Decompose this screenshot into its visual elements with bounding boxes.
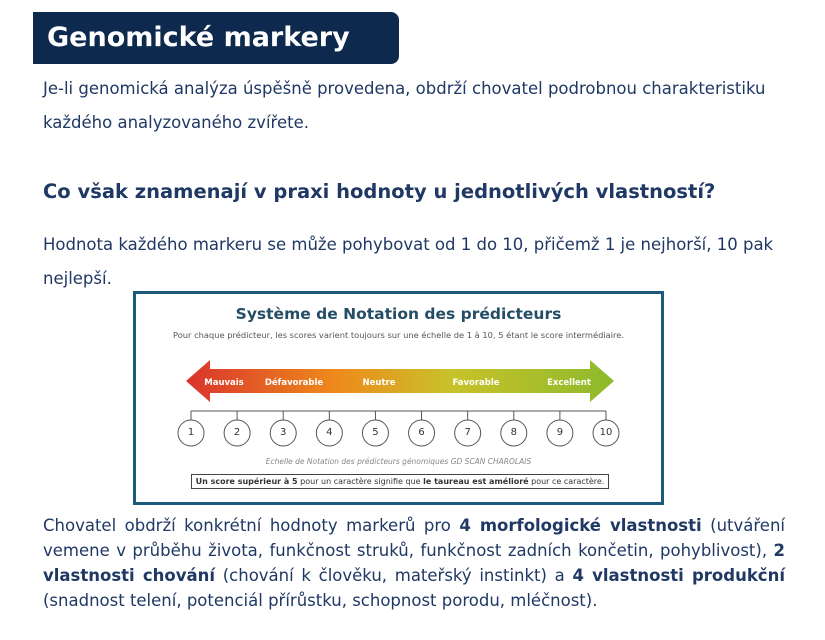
score-scale-lines	[136, 294, 661, 502]
note-text-1: pour un caractère signifie que	[297, 477, 424, 486]
arrow-label-mauvais: Mauvais	[204, 378, 244, 388]
figure-title: Système de Notation des prédicteurs	[235, 305, 562, 323]
scale-number: 1	[187, 427, 195, 438]
intro-paragraph: Je-li genomická analýza úspěšně provedena, obdrží chovatel podrobnou charakteristiku každého analyzovaného zvířete.	[43, 79, 766, 132]
summary-text-3: (chování k člověku, mateřský instinkt) a	[215, 566, 573, 585]
scale-number: 6	[418, 427, 425, 438]
arrow-label-neutre: Neutre	[362, 378, 396, 388]
scale-number: 10	[599, 427, 613, 438]
scale-number: 3	[280, 427, 287, 438]
summary-text-2: (utváření vemene v průběhu života, funkčnost struků, funkčnost zadních končetin, pohyblivost),	[43, 516, 786, 560]
summary-paragraph	[43, 513, 785, 613]
note-bold-2: le taureau est amélioré	[423, 477, 529, 486]
figure-caption: Echelle de Notation des prédicteurs génomiques GD SCAN CHAROLAIS	[265, 457, 532, 466]
arrow-label-defavorable: Défavorable	[264, 378, 324, 388]
section-heading: Co však znamenají v praxi hodnoty u jednotlivých vlastností?	[43, 180, 716, 203]
rating-figure	[133, 291, 664, 505]
scale-number: 7	[464, 427, 471, 438]
figure-note	[191, 474, 609, 489]
summary-bold-behavior: 2 vlastnosti chování	[43, 541, 785, 585]
scale-number: 8	[510, 427, 517, 438]
note-bold-1: Un score supérieur à 5	[195, 477, 298, 486]
scale-number: 2	[233, 427, 241, 438]
scale-number: 9	[556, 427, 564, 438]
summary-bold-morphology: 4 morfologické vlastnosti	[459, 516, 702, 535]
page-title: Genomické markery	[47, 22, 350, 53]
title-banner	[33, 12, 399, 64]
note-text-2: pour ce caractère.	[528, 477, 605, 486]
summary-bold-production: 4 vlastnosti produkční	[572, 566, 785, 585]
summary-text-1: Chovatel obdrží konkrétní hodnoty markerů pro	[43, 516, 460, 535]
arrow-label-favorable: Favorable	[452, 378, 500, 388]
figure-subtitle: Pour chaque prédicteur, les scores varient toujours sur une échelle de 1 à 10, 5 étant le score intermédiaire.	[172, 330, 625, 340]
scale-number: 4	[326, 427, 333, 438]
scale-number: 5	[372, 427, 379, 438]
summary-text-4: (snadnost telení, potenciál přírůstku, schopnost porodu, mléčnost).	[43, 591, 598, 610]
range-paragraph: Hodnota každého markeru se může pohybovat od 1 do 10, přičemž 1 je nejhorší, 10 pak nejlepší.	[43, 235, 774, 288]
arrow-label-excellent: Excellent	[547, 378, 591, 388]
